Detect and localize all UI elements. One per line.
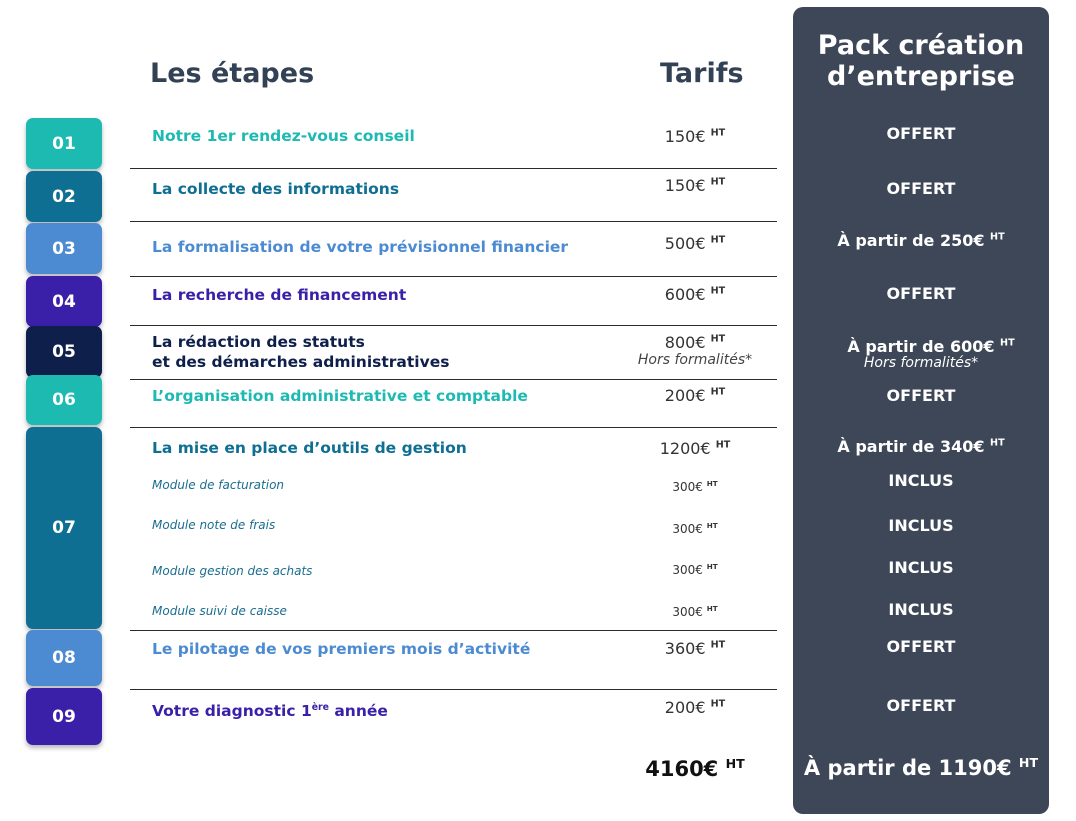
step-label-04: La recherche de financement [152, 286, 407, 304]
module-label: Module gestion des achats [152, 564, 313, 578]
step-price-01: 150€ $^{HT}$ [664, 127, 726, 146]
step-label-05 [152, 332, 449, 372]
module-price: 300€ $^{HT}$ [672, 562, 718, 577]
module-pack-value: INCLUS [888, 516, 954, 535]
pack-note-05: Hors formalités* [863, 355, 979, 371]
step-price-04: 600€ $^{HT}$ [664, 285, 726, 304]
module-price: 300€ $^{HT}$ [672, 479, 718, 494]
pack-value-05: À partir de 600€ $^{HT}$ [847, 337, 1015, 356]
total-pack: À partir de 1190€ $^{HT}$ [803, 755, 1039, 780]
module-pack-value: INCLUS [888, 558, 954, 577]
module-label: Module note de frais [152, 518, 276, 532]
step-label-02: La collecte des informations [152, 180, 400, 198]
row-separator [130, 221, 777, 222]
step-label-01: Notre 1er rendez-vous conseil [152, 127, 415, 145]
step-label-03: La formalisation de votre prévisionnel financier [152, 238, 569, 256]
step-badge-08: 08 [26, 630, 102, 686]
pack-title-line1: Pack création [817, 30, 1025, 61]
pack-value-07: À partir de 340€ $^{HT}$ [837, 437, 1005, 456]
tarifs-header: Tarifs [660, 58, 744, 89]
step-label-07: La mise en place d’outils de gestion [152, 439, 467, 457]
step-price-09: 200€ $^{HT}$ [664, 698, 726, 717]
module-label: Module de facturation [152, 478, 285, 492]
step-badge-06: 06 [26, 375, 102, 425]
row-separator [130, 689, 777, 690]
steps-header: Les étapes [150, 58, 315, 89]
row-separator [130, 630, 777, 631]
step-label-08: Le pilotage de vos premiers mois d’activité [152, 640, 531, 658]
pack-value-08: OFFERT [886, 637, 956, 656]
step-price-note-05: Hors formalités* [637, 352, 753, 368]
step-badge-02: 02 [26, 171, 102, 222]
pack-title-line2: d’entreprise [827, 61, 1015, 92]
step-badge-07: 07 [26, 427, 102, 629]
pack-title [793, 30, 1049, 92]
module-label: Module suivi de caisse [152, 604, 287, 618]
row-separator [130, 168, 777, 169]
pack-value-03: À partir de 250€ $^{HT}$ [837, 231, 1005, 250]
pack-value-04: OFFERT [886, 284, 956, 303]
module-pack-value: INCLUS [888, 471, 954, 490]
step-price-03: 500€ $^{HT}$ [664, 234, 726, 253]
step-price-02: 150€ $^{HT}$ [664, 176, 726, 195]
pack-value-01: OFFERT [886, 124, 956, 143]
row-separator [130, 379, 777, 380]
row-separator [130, 427, 777, 428]
row-separator [130, 276, 777, 277]
step-label-05-line1: La rédaction des statuts [152, 333, 365, 351]
pack-value-06: OFFERT [886, 386, 956, 405]
step-badge-01: 01 [26, 118, 102, 169]
pack-value-09: OFFERT [886, 696, 956, 715]
module-price: 300€ $^{HT}$ [672, 604, 718, 619]
step-price-08: 360€ $^{HT}$ [664, 639, 726, 658]
row-separator [130, 325, 777, 326]
module-pack-value: INCLUS [888, 600, 954, 619]
step-badge-04: 04 [26, 276, 102, 327]
pack-value-02: OFFERT [886, 179, 956, 198]
module-price: 300€ $^{HT}$ [672, 521, 718, 536]
step-price-07: 1200€ $^{HT}$ [659, 439, 731, 458]
step-label-06: L’organisation administrative et comptable [152, 387, 528, 405]
step-badge-03: 03 [26, 223, 102, 274]
step-label-09: Votre diagnostic 1ère année [152, 702, 388, 721]
step-badge-09: 09 [26, 688, 102, 745]
step-label-05-line2: et des démarches administratives [152, 353, 450, 371]
step-badge-05: 05 [26, 326, 102, 378]
total-tarifs: 4160€ $^{HT}$ [645, 756, 745, 781]
step-price-05: 800€ $^{HT}$ [664, 333, 726, 352]
step-price-06: 200€ $^{HT}$ [664, 386, 726, 405]
